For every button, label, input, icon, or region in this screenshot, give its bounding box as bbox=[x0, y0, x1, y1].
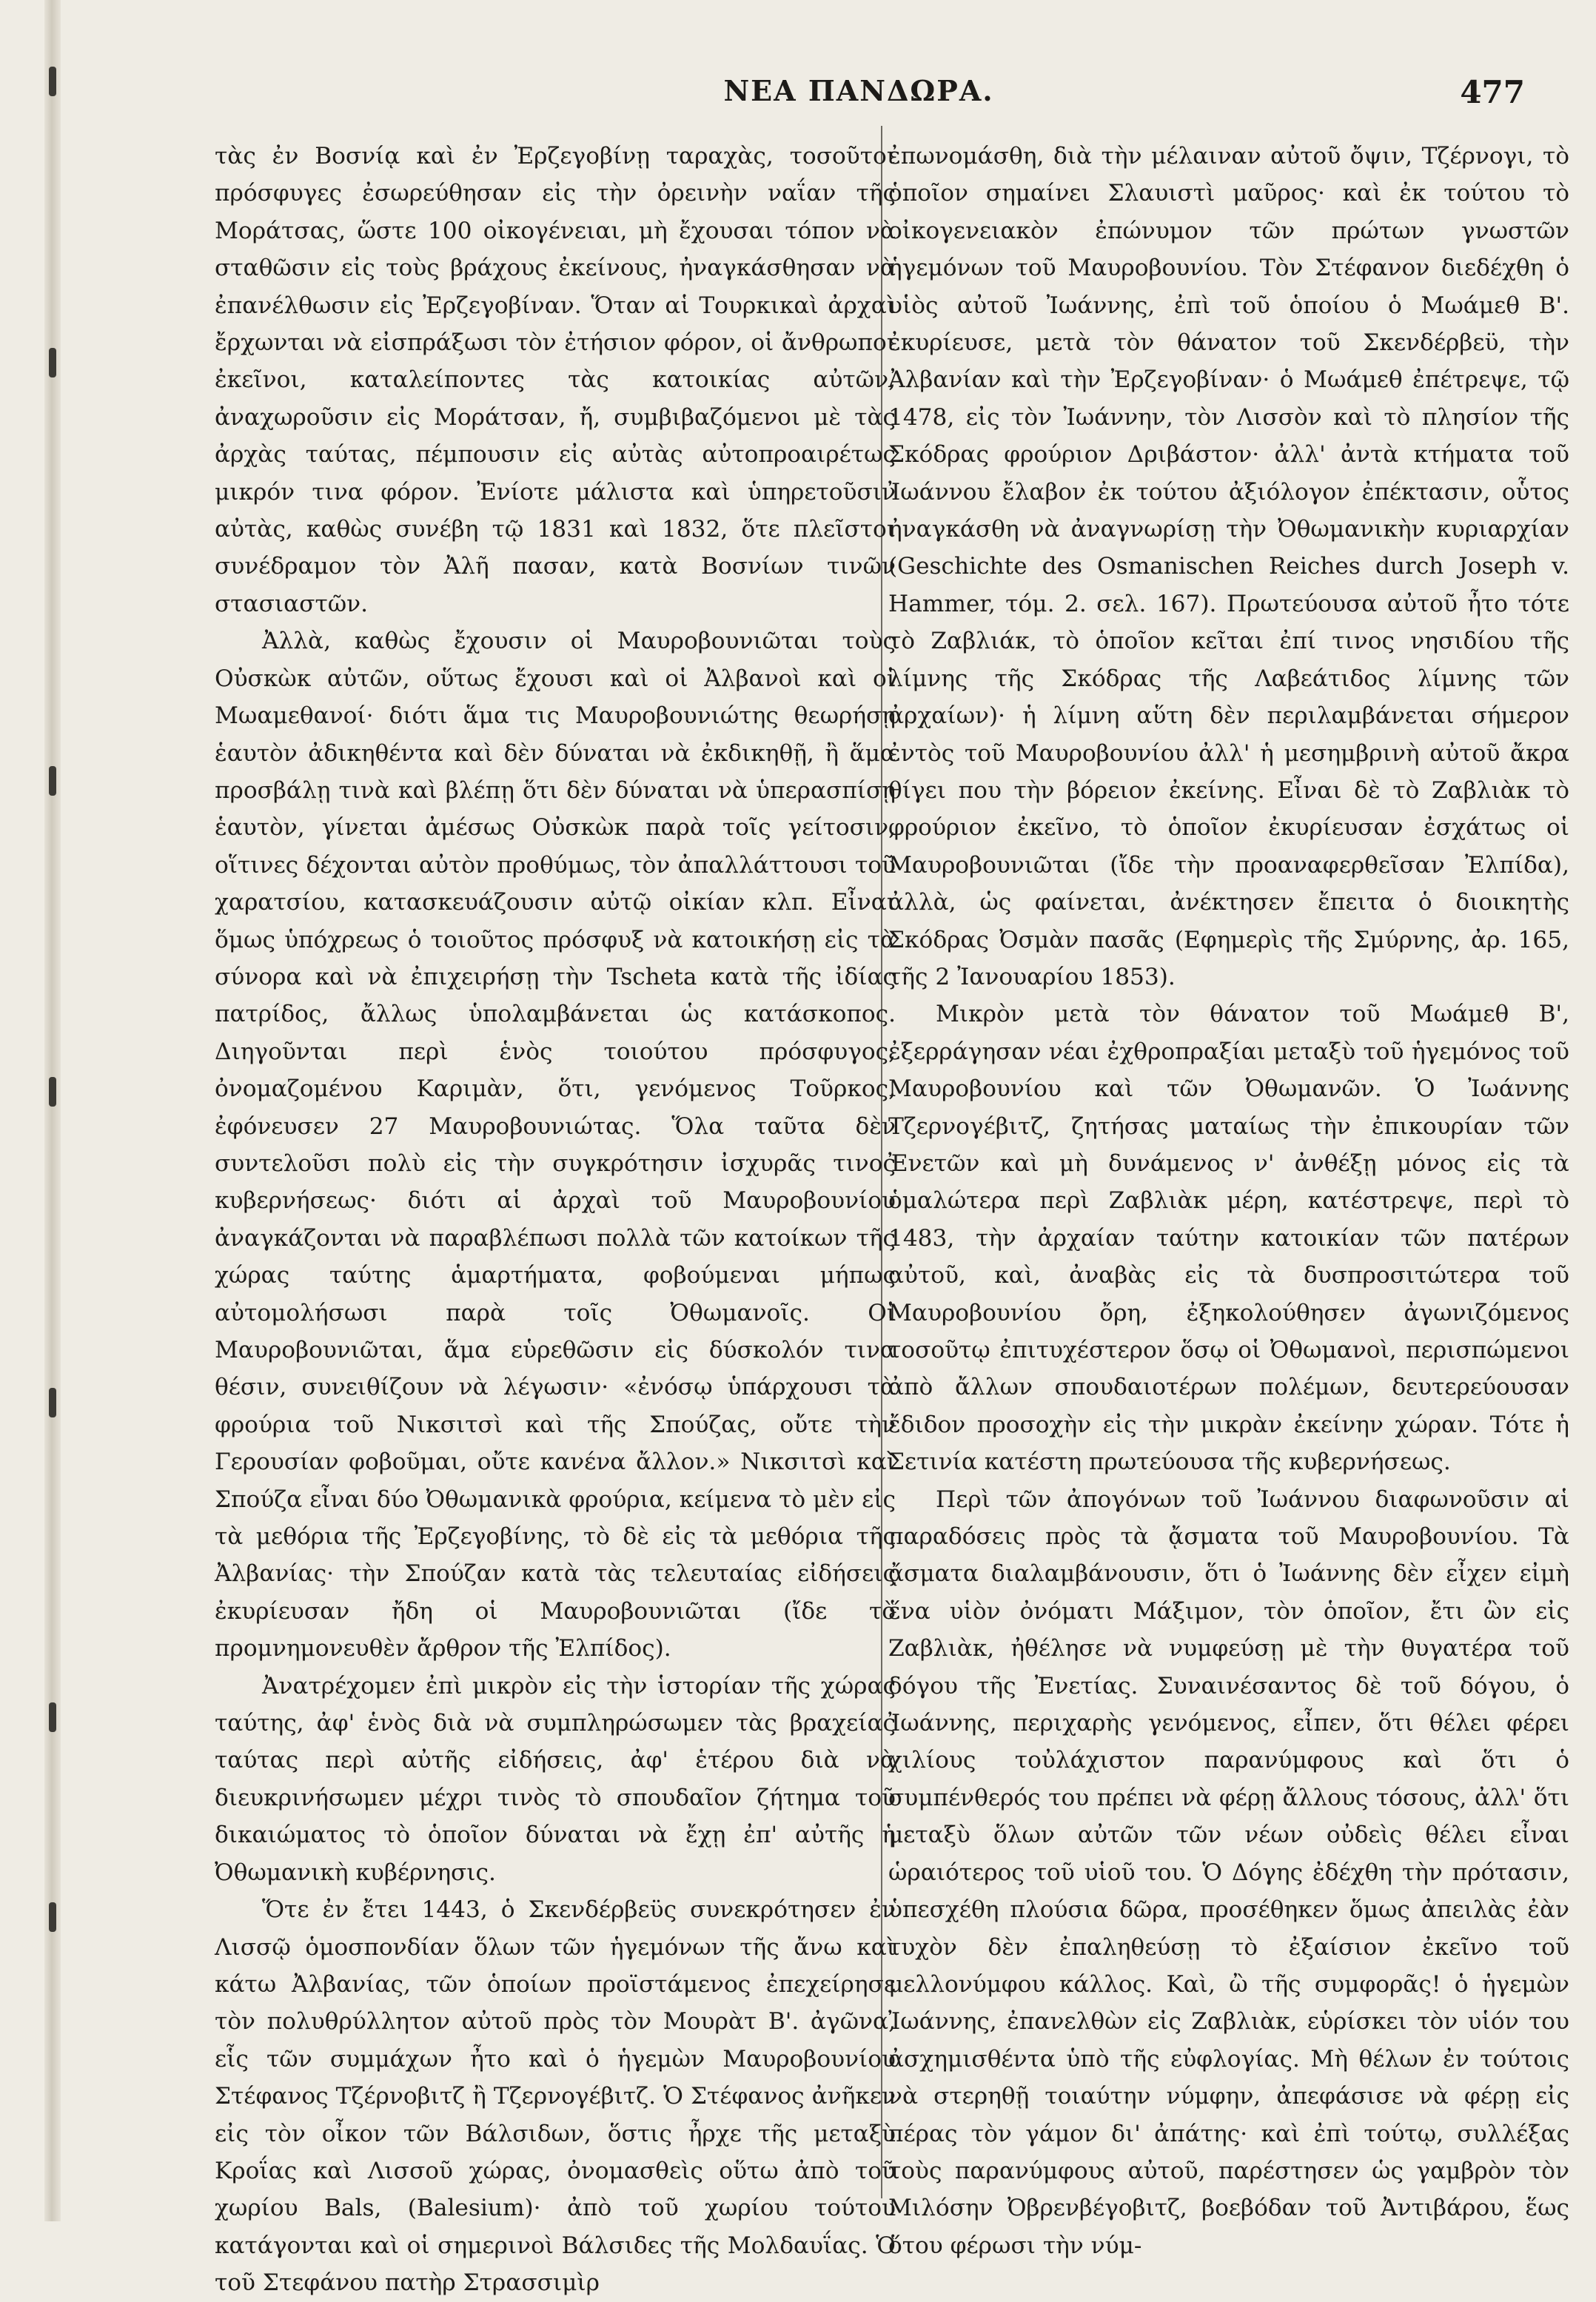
running-title: ΝΕΑ ΠΑΝΔΩΡΑ. bbox=[723, 74, 994, 107]
binding-stitch bbox=[49, 766, 56, 796]
binding-stitch bbox=[49, 1388, 56, 1417]
binding-stitch bbox=[49, 1902, 56, 1932]
binding-stitch bbox=[49, 348, 56, 377]
left-column bbox=[215, 138, 896, 2302]
page-header bbox=[192, 74, 1525, 118]
paragraph: Ἀνατρέχομεν ἐπὶ μικρὸν εἰς τὴν ἱστορίαν τῆς χώρας ταύτης, ἀφ' ἑνὸς διὰ νὰ συμπληρώσωμεν τὰς βραχείας ταύτας περὶ αὐτῆς εἰδήσεις, ἀφ' ἑτέρου διὰ νὰ διευκρινήσωμεν μέχρι τινὸς τὸ σπουδαῖον ζήτημα τοῦ δικαιώματος τὸ ὁποῖον δύναται νὰ ἔχῃ ἐπ' αὐτῆς ἡ Ὀθωμανικὴ κυβέρνησις. bbox=[215, 1672, 896, 1886]
paragraph: ἐπωνομάσθη, διὰ τὴν μέλαιναν αὐτοῦ ὄψιν, Τζέρνογι, τὸ ὁποῖον σημαίνει Σλαυιστὶ μαῦρος· καὶ ἐκ τούτου τὸ οἰκογενειακὸν ἐπώνυμον τῶν πρώτων γνωστῶν ἡγεμόνων τοῦ Μαυροβουνίου. Τὸν Στέφανον διεδέχθη ὁ υἱὸς αὐτοῦ Ἰωάννης, ἐπὶ τοῦ ὁποίου ὁ Μωάμεθ Β'. ἐκυρίευσε, μετὰ τὸν θάνατον τοῦ Σκενδέρβεϋ, τὴν Ἀλβανίαν καὶ τὴν Ἐρζεγοβίναν· ὁ Μωάμεθ ἐπέτρεψε, τῷ 1478, εἰς τὸν Ἰωάννην, τὸν Λισσὸν καὶ τὸ πλησίον τῆς Σκόδρας φρούριον Δριβάστον· ἀλλ' ἀντὰ κτήματα τοῦ Ἰωάννου ἔλαβον ἐκ τούτου ἀξιόλογον ἐπέκτασιν, οὗτος ἠναγκάσθη νὰ ἀναγνωρίσῃ τὴν Ὀθωμανικὴν κυριαρχίαν (Geschichte des Osmanischen Reiches durch Joseph v. Hammer, τόμ. 2. σελ. 167). Πρωτεύουσα αὐτοῦ ἦτο τότε τὸ Ζαβλιάκ, τὸ ὁποῖον κεῖται ἐπί τινος νησιδίου τῆς λίμνης τῆς Σκόδρας τῆς Λαβεάτιδος λίμνης τῶν ἀρχαίων)· ἡ λίμνη αὕτη δὲν περιλαμβάνεται σήμερον ἐντὸς τοῦ Μαυροβουνίου ἀλλ' ἡ μεσημβρινὴ αὐτοῦ ἄκρα θίγει που τὴν βόρειον ἐκείνης. Εἶναι δὲ τὸ Ζαβλιὰκ τὸ φρούριον ἐκεῖνο, τὸ ὁποῖον ἐκυρίευσαν ἐσχάτως οἱ Μαυροβουνιῶται (ἴδε τὴν προαναφερθεῖσαν Ἐλπίδα), ἀλλὰ, ὡς φαίνεται, ἀνέκτησεν ἔπειτα ὁ διοικητὴς Σκόδρας Ὀσμὰν πασᾶς (Εφημερὶς τῆς Σμύρνης, ἀρ. 165, τῆς 2 Ἰανουαρίου 1853). bbox=[888, 143, 1569, 990]
paragraph: Περὶ τῶν ἀπογόνων τοῦ Ἰωάννου διαφωνοῦσιν αἱ παραδόσεις πρὸς τὰ ᾄσματα τοῦ Μαυροβουνίου. Τὰ ᾄσματα διαλαμβάνουσιν, ὅτι ὁ Ἰωάννης δὲν εἶχεν εἰμὴ ἕνα υἱὸν ὀνόματι Μάξιμον, τὸν ὁποῖον, ἔτι ὢν εἰς Ζαβλιὰκ, ἠθέλησε νὰ νυμφεύσῃ μὲ τὴν θυγατέρα τοῦ δόγου τῆς Ἐνετίας. Συναινέσαντος δὲ τοῦ δόγου, ὁ Ἰωάννης, περιχαρὴς γενόμενος, εἶπεν, ὅτι θέλει φέρει χιλίους τοὐλάχιστον παρανύμφους καὶ ὅτι ὁ συμπένθερός του πρέπει νὰ φέρῃ ἄλλους τόσους, ἀλλ' ὅτι μεταξὺ ὅλων αὐτῶν τῶν νέων οὐδεὶς θέλει εἶναι ὡραιότερος τοῦ υἱοῦ του. Ὁ Δόγης ἐδέχθη τὴν πρότασιν, ὑπεσχέθη πλούσια δῶρα, προσέθηκεν ὅμως ἀπειλὰς ἐὰν τυχὸν δὲν ἐπαληθεύσῃ τὸ ἐξαίσιον ἐκεῖνο τοῦ μελλονύμφου κάλλος. Καὶ, ὢ τῆς συμφορᾶς! ὁ ἡγεμὼν Ἰωάννης, ἐπανελθὼν εἰς Ζαβλιὰκ, εὑρίσκει τὸν υἱόν του ἀσχημισθέντα ὑπὸ τῆς εὐφλογίας. Μὴ θέλων ἐν τούτοις νὰ στερηθῇ τοιαύτην νύμφην, ἀπεφάσισε νὰ φέρῃ εἰς πέρας τὸν γάμον δι' ἀπάτης· καὶ ἐπὶ τούτῳ, συλλέξας τοὺς παρανύμφους αὐτοῦ, παρέστησεν ὡς γαμβρὸν τὸν Μιλόσην Ὀβρενβέγοβιτζ, βοεβόδαν τοῦ Ἀντιβάρου, ἕως ὅτου φέρωσι τὴν νύμ- bbox=[888, 1486, 1569, 2259]
paragraph: Μικρὸν μετὰ τὸν θάνατον τοῦ Μωάμεθ Β', ἐξερράγησαν νέαι ἐχθροπραξίαι μεταξὺ τοῦ ἡγεμόνος τοῦ Μαυροβουνίου καὶ τῶν Ὀθωμανῶν. Ὁ Ἰωάννης Τζερνογέβιτζ, ζητήσας ματαίως τὴν ἐπικουρίαν τῶν Ἐνετῶν καὶ μὴ δυνάμενος ν' ἀνθέξῃ μόνος εἰς τὰ ὁμαλώτερα περὶ Ζαβλιὰκ μέρη, κατέστρεψε, περὶ τὸ 1483, τὴν ἀρχαίαν ταύτην κατοικίαν τῶν πατέρων αὐτοῦ, καὶ, ἀναβὰς εἰς τὰ δυσπροσιτώτερα τοῦ Μαυροβουνίου ὄρη, ἐξηκολούθησεν ἀγωνιζόμενος τοσοῦτῳ ἐπιτυχέστερον ὅσῳ οἱ Ὀθωμανοὶ, περισπώμενοι ἀπὸ ἄλλων σπουδαιοτέρων πολέμων, δευτερεύουσαν ἔδιδον προσοχὴν εἰς τὴν μικρὰν ἐκείνην χώραν. Τότε ἡ Σετινία κατέστη πρωτεύουσα τῆς κυβερνήσεως. bbox=[888, 1001, 1569, 1476]
binding-stitch bbox=[49, 67, 56, 96]
right-column bbox=[888, 138, 1569, 2264]
binding-stitch bbox=[49, 1702, 56, 1732]
paragraph: Ὅτε ἐν ἔτει 1443, ὁ Σκενδέρβεϋς συνεκρότησεν ἐν Λισσῷ ὁμοσπονδίαν ὅλων τῶν ἡγεμόνων τῆς ἄνω καὶ κάτω Ἀλβανίας, τῶν ὁποίων προϊστάμενος ἐπεχείρησε τὸν πολυθρύλλητον αὐτοῦ πρὸς τὸν Μουρὰτ Β'. ἀγῶνα, εἷς τῶν συμμάχων ἦτο καὶ ὁ ἡγεμὼν Μαυροβουνίου Στέφανος Τζέρνοβιτζ ἢ Τζερνογέβιτζ. Ὁ Στέφανος ἀνῆκεν εἰς τὸν οἶκον τῶν Βάλσιδων, ὅστις ἦρχε τῆς μεταξὺ Κροΐας καὶ Λισσοῦ χώρας, ὀνομασθεὶς οὕτω ἀπὸ τοῦ χωρίου Bals, (Balesium)· ἀπὸ τοῦ χωρίου τούτου κατάγονται καὶ οἱ σημερινοὶ Βάλσιδες τῆς Μολδαυΐας. Ὁ τοῦ Στεφάνου πατὴρ Στρασσιμὶρ bbox=[215, 1896, 896, 2297]
binding-stitch bbox=[49, 1077, 56, 1107]
page-number: 477 bbox=[1460, 74, 1525, 110]
paragraph: Ἀλλὰ, καθὼς ἔχουσιν οἱ Μαυροβουνιῶται τοὺς Οὐσκὼκ αὐτῶν, οὕτως ἔχουσι καὶ οἱ Ἀλβανοὶ καὶ οἱ Μωαμεθανοί· διότι ἅμα τις Μαυροβουνιώτης θεωρήσῃ ἑαυτὸν ἀδικηθέντα καὶ δὲν δύναται νὰ ἐκδικηθῇ, ἢ ἅμα προσβάλῃ τινὰ καὶ βλέπῃ ὅτι δὲν δύναται νὰ ὑπερασπίσῃ ἑαυτὸν, γίνεται ἀμέσως Οὐσκὼκ παρὰ τοῖς γείτοσιν, οἵτινες δέχονται αὐτὸν προθύμως, τὸν ἀπαλλάττουσι τοῦ χαρατσίου, κατασκευάζουσιν αὐτῷ οἰκίαν κλπ. Εἶναι ὅμως ὑπόχρεως ὁ τοιοῦτος πρόσφυξ νὰ κατοικήσῃ εἰς τὰ σύνορα καὶ νὰ ἐπιχειρήσῃ τὴν Tscheta κατὰ τῆς ἰδίας πατρίδος, ἄλλως ὑπολαμβάνεται ὡς κατάσκοπος. Διηγοῦνται περὶ ἑνὸς τοιούτου πρόσφυγος, ὀνομαζομένου Καριμὰν, ὅτι, γενόμενος Τοῦρκος, ἐφόνευσεν 27 Μαυροβουνιώτας. Ὅλα ταῦτα δὲν συντελοῦσι πολὺ εἰς τὴν συγκρότησιν ἰσχυρᾶς τινος κυβερνήσεως· διότι αἱ ἀρχαὶ τοῦ Μαυροβουνίου ἀναγκάζονται νὰ παραβλέπωσι πολλὰ τῶν κατοίκων τῆς χώρας ταύτης ἁμαρτήματα, φοβούμεναι μήπως αὐτομολήσωσι παρὰ τοῖς Ὀθωμανοῖς. Οἱ Μαυροβουνιῶται, ἅμα εὑρεθῶσιν εἰς δύσκολόν τινα θέσιν, συνειθίζουν νὰ λέγωσιν· «ἐνόσῳ ὑπάρχουσι τὰ φρούρια τοῦ Νικσιτσὶ καὶ τῆς Σπούζας, οὔτε τὴν Γερουσίαν φοβοῦμαι, οὔτε κανένα ἄλλον.» Νικσιτσὶ καὶ Σπούζα εἶναι δύο Ὀθωμανικὰ φρούρια, κείμενα τὸ μὲν εἰς τὰ μεθόρια τῆς Ἐρζεγοβίνης, τὸ δὲ εἰς τὰ μεθόρια τῆς Ἀλβανίας· τὴν Σπούζαν κατὰ τὰς τελευταίας εἰδήσεις ἐκυρίευσαν ἤδη οἱ Μαυροβουνιῶται (ἴδε τὸ προμνημονευθὲν ἄρθρον τῆς Ἐλπίδος). bbox=[215, 628, 896, 1662]
book-binding bbox=[44, 0, 61, 2221]
paragraph: τὰς ἐν Βοσνίᾳ καὶ ἐν Ἐρζεγοβίνῃ ταραχὰς, τοσοῦτοι πρόσφυγες ἐσωρεύθησαν εἰς τὴν ὀρεινὴν ναΐαν τῆς Μοράτσας, ὥστε 100 οἰκογένειαι, μὴ ἔχουσαι τόπον νὰ σταθῶσιν εἰς τοὺς βράχους ἐκείνους, ἠναγκάσθησαν νὰ ἐπανέλθωσιν εἰς Ἐρζεγοβίναν. Ὅταν αἱ Τουρκικαὶ ἀρχαὶ ἔρχωνται νὰ εἰσπράξωσι τὸν ἐτήσιον φόρον, οἱ ἄνθρωποι ἐκεῖνοι, καταλείποντες τὰς κατοικίας αὐτῶν, ἀναχωροῦσιν εἰς Μοράτσαν, ἤ, συμβιβαζόμενοι μὲ τὰς ἀρχὰς ταύτας, πέμπουσιν εἰς αὐτὰς αὐτοπροαιρέτως μικρόν τινα φόρον. Ἐνίοτε μάλιστα καὶ ὑπηρετοῦσιν αὐτὰς, καθὼς συνέβη τῷ 1831 καὶ 1832, ὅτε πλεῖστοι συνέδραμον τὸν Ἀλῆ πασαν, κατὰ Βοσνίων τινῶν στασιαστῶν. bbox=[215, 143, 896, 617]
